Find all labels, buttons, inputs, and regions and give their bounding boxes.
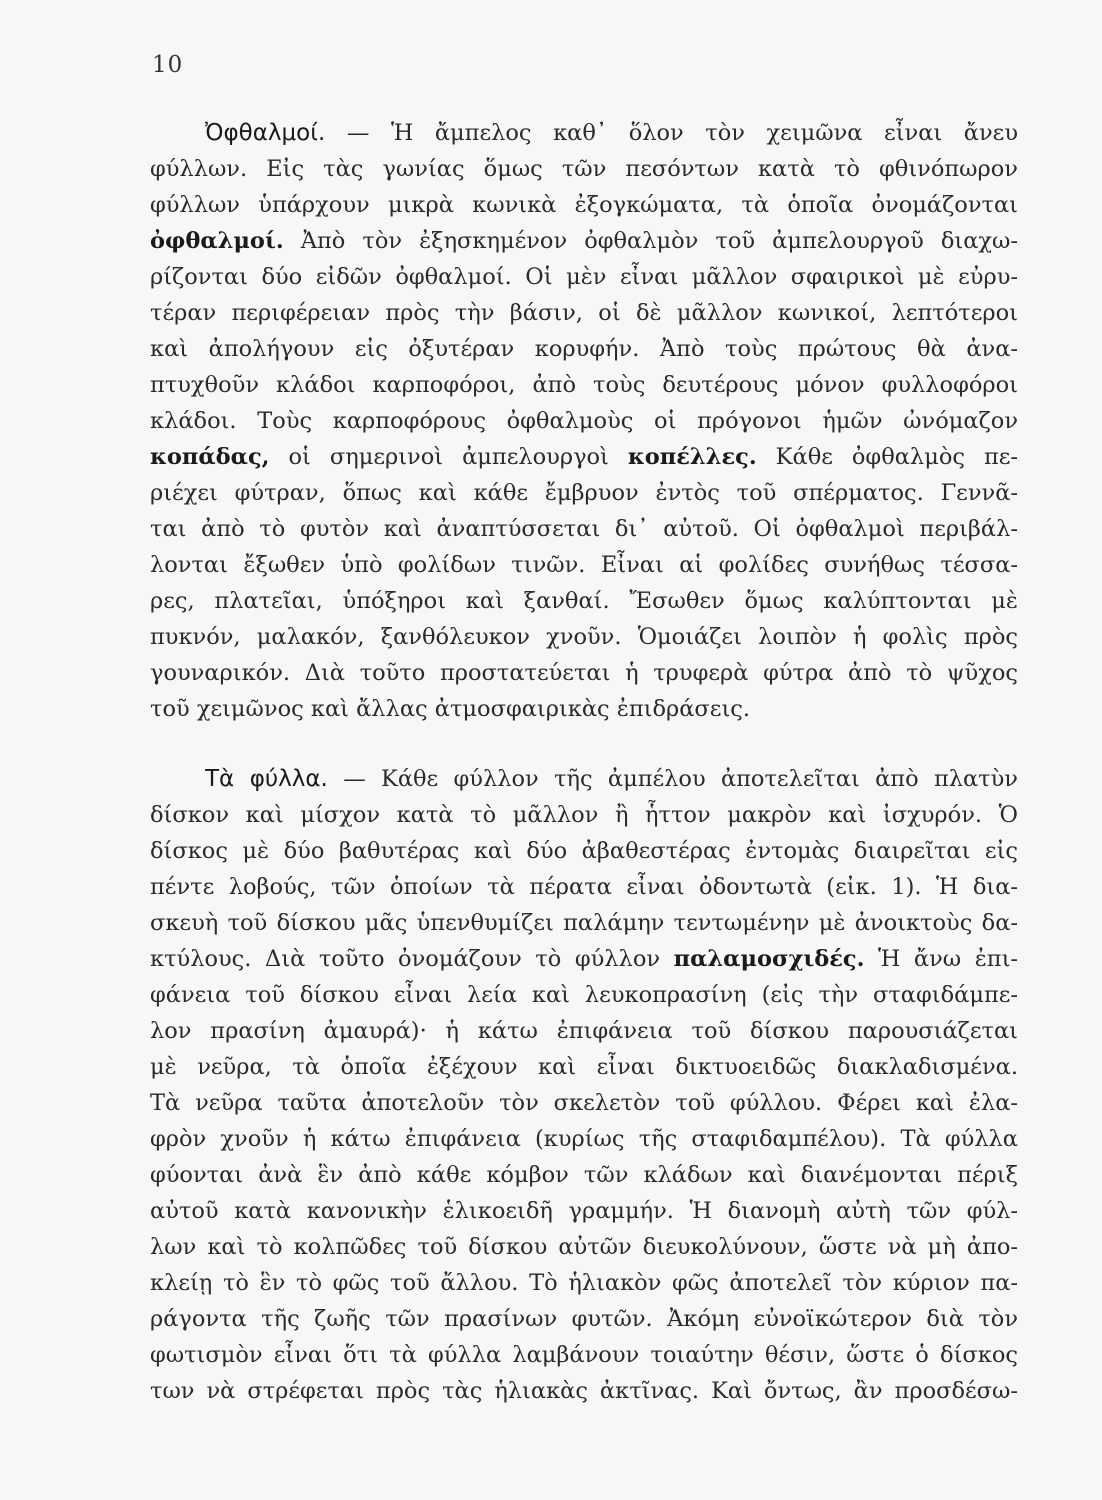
paragraph-line: ρες, πλατεῖαι, ὑπόξηροι καὶ ξανθαί. Ἔσωθεν ὅμως καλύπτονται μὲ: [150, 588, 1018, 614]
paragraph-line: ται ἀπὸ τὸ φυτὸν καὶ ἀναπτύσσεται δι᾿ αὐτοῦ. Οἱ ὀφθαλμοὶ περιβάλ-: [150, 516, 1018, 542]
paragraph-line: φάνεια τοῦ δίσκου εἶναι λεία καὶ λευκοπρασίνη (εἰς τὴν σταφιδάμπε-: [150, 982, 1018, 1008]
bold-term: κοπάδας,: [150, 444, 270, 470]
paragraph-line: κλάδοι. Τοὺς καρποφόρους ὀφθαλμοὺς οἱ πρόγονοι ἡμῶν ὠνόμαζον: [150, 408, 1018, 434]
paragraph-line: μὲ νεῦρα, τὰ ὁποῖα ἐξέχουν καὶ εἶναι δικτυοειδῶς διακλαδισμένα.: [150, 1054, 1018, 1080]
page-number: 10: [152, 52, 184, 78]
paragraph-line: φύονται ἀνὰ ἓν ἀπὸ κάθε κόμβον τῶν κλάδων καὶ διανέμονται πέριξ: [150, 1162, 1018, 1188]
paragraph-line: ρίζονται δύο εἰδῶν ὀφθαλμοί. Οἱ μὲν εἶναι μᾶλλον σφαιρικοὶ μὲ εὐρυ-: [150, 264, 1018, 290]
paragraph-line: καὶ ἀπολήγουν εἰς ὀξυτέραν κορυφήν. Ἀπὸ τοὺς πρώτους θὰ ἀνα-: [150, 336, 1018, 362]
paragraph-line: φρὸν χνοῦν ἡ κάτω ἐπιφάνεια (κυρίως τῆς σταφιδαμπέλου). Τὰ φύλλα: [150, 1126, 1018, 1152]
paragraph-line: δίσκον καὶ μίσχον κατὰ τὸ μᾶλλον ἢ ἧττον μακρὸν καὶ ἰσχυρόν. Ὁ: [150, 802, 1018, 828]
bold-term: κοπέλλες.: [627, 444, 757, 470]
paragraph-line: κοπάδας, οἱ σημερινοὶ ἀμπελουργοὶ κοπέλλες. Κάθε ὀφθαλμὸς πε-: [150, 444, 1018, 470]
paragraph-line: σκευὴ τοῦ δίσκου μᾶς ὑπενθυμίζει παλάμην τεντωμένην μὲ ἀνοικτοὺς δα-: [150, 910, 1018, 936]
paragraph-line: ριέχει φύτραν, ὅπως καὶ κάθε ἔμβρυον ἐντὸς τοῦ σπέρματος. Γεννᾶ-: [150, 480, 1018, 506]
paragraph-line: φύλλων. Εἰς τὰς γωνίας ὅμως τῶν πεσόντων κατὰ τὸ φθινόπωρον: [150, 156, 1018, 182]
paragraph-line: κλείῃ τὸ ἓν τὸ φῶς τοῦ ἄλλου. Τὸ ἡλιακὸν φῶς ἀποτελεῖ τὸν κύριον πα-: [150, 1270, 1018, 1296]
paragraph-line: Ὀφθαλμοί. — Ἡ ἄμπελος καθ᾿ ὅλον τὸν χειμῶνα εἶναι ἄνευ: [205, 120, 1018, 146]
paragraph-line: πέντε λοβούς, τῶν ὁποίων τὰ πέρατα εἶναι ὀδοντωτὰ (εἰκ. 1). Ἡ δια-: [150, 874, 1018, 900]
paragraph-line: λων καὶ τὸ κολπῶδες τοῦ δίσκου αὐτῶν διευκολύνουν, ὥστε νὰ μὴ ἀπο-: [150, 1234, 1018, 1260]
paragraph-line: ὀφθαλμοί. Ἀπὸ τὸν ἐξησκημένον ὀφθαλμὸν τοῦ ἀμπελουργοῦ διαχω-: [150, 228, 1018, 254]
paragraph-line: πτυχθοῦν κλάδοι καρποφόροι, ἀπὸ τοὺς δευτέρους μόνον φυλλοφόροι: [150, 372, 1018, 398]
section-heading: Ὀφθαλμοί.: [205, 120, 326, 146]
paragraph-line: φωτισμὸν εἶναι ὅτι τὰ φύλλα λαμβάνουν τοιαύτην θέσιν, ὥστε ὁ δίσκος: [150, 1342, 1018, 1368]
paragraph-line: τέραν περιφέρειαν πρὸς τὴν βάσιν, οἱ δὲ μᾶλλον κωνικοί, λεπτότεροι: [150, 300, 1018, 326]
paragraph-line: των νὰ στρέφεται πρὸς τὰς ἡλιακὰς ἀκτῖνας. Καὶ ὄντως, ἂν προσδέσω-: [150, 1378, 1018, 1404]
paragraph-line: Τὰ νεῦρα ταῦτα ἀποτελοῦν τὸν σκελετὸν τοῦ φύλλου. Φέρει καὶ ἐλα-: [150, 1090, 1018, 1116]
paragraph-line: πυκνόν, μαλακόν, ξανθόλευκον χνοῦν. Ὁμοιάζει λοιπὸν ἡ φολὶς πρὸς: [150, 624, 1018, 650]
paragraph-line: δίσκος μὲ δύο βαθυτέρας καὶ δύο ἀβαθεστέρας ἐντομὰς διαιρεῖται εἰς: [150, 838, 1018, 864]
paragraph-line: ράγοντα τῆς ζωῆς τῶν πρασίνων φυτῶν. Ἀκόμη εὐνοϊκώτερον διὰ τὸν: [150, 1306, 1018, 1332]
paragraph-line: λον πρασίνη ἀμαυρά)· ἡ κάτω ἐπιφάνεια τοῦ δίσκου παρουσιάζεται: [150, 1018, 1018, 1044]
paragraph-line: κτύλους. Διὰ τοῦτο ὀνομάζουν τὸ φύλλον παλαμοσχιδές. Ἡ ἄνω ἐπι-: [150, 946, 1018, 972]
section-heading: Τὰ φύλλα.: [205, 766, 328, 792]
paragraph-line: γουναρικόν. Διὰ τοῦτο προστατεύεται ἡ τρυφερὰ φύτρα ἀπὸ τὸ ψῦχος: [150, 660, 1018, 686]
bold-term: ὀφθαλμοί.: [150, 228, 284, 254]
paragraph-line: Τὰ φύλλα. — Κάθε φύλλον τῆς ἀμπέλου ἀποτελεῖται ἀπὸ πλατὺν: [205, 766, 1018, 792]
bold-term: παλαμοσχιδές.: [673, 946, 865, 972]
paragraph-line: αὐτοῦ κατὰ κανονικὴν ἑλικοειδῆ γραμμήν. Ἡ διανομὴ αὐτὴ τῶν φύλ-: [150, 1198, 1018, 1224]
paragraph-line: λονται ἔξωθεν ὑπὸ φολίδων τινῶν. Εἶναι αἱ φολίδες συνήθως τέσσα-: [150, 552, 1018, 578]
paragraph-line: τοῦ χειμῶνος καὶ ἄλλας ἀτμοσφαιρικὰς ἐπιδράσεις.: [150, 696, 751, 722]
paragraph-line: φύλλων ὑπάρχουν μικρὰ κωνικὰ ἐξογκώματα, τὰ ὁποῖα ὀνομάζονται: [150, 192, 1018, 218]
